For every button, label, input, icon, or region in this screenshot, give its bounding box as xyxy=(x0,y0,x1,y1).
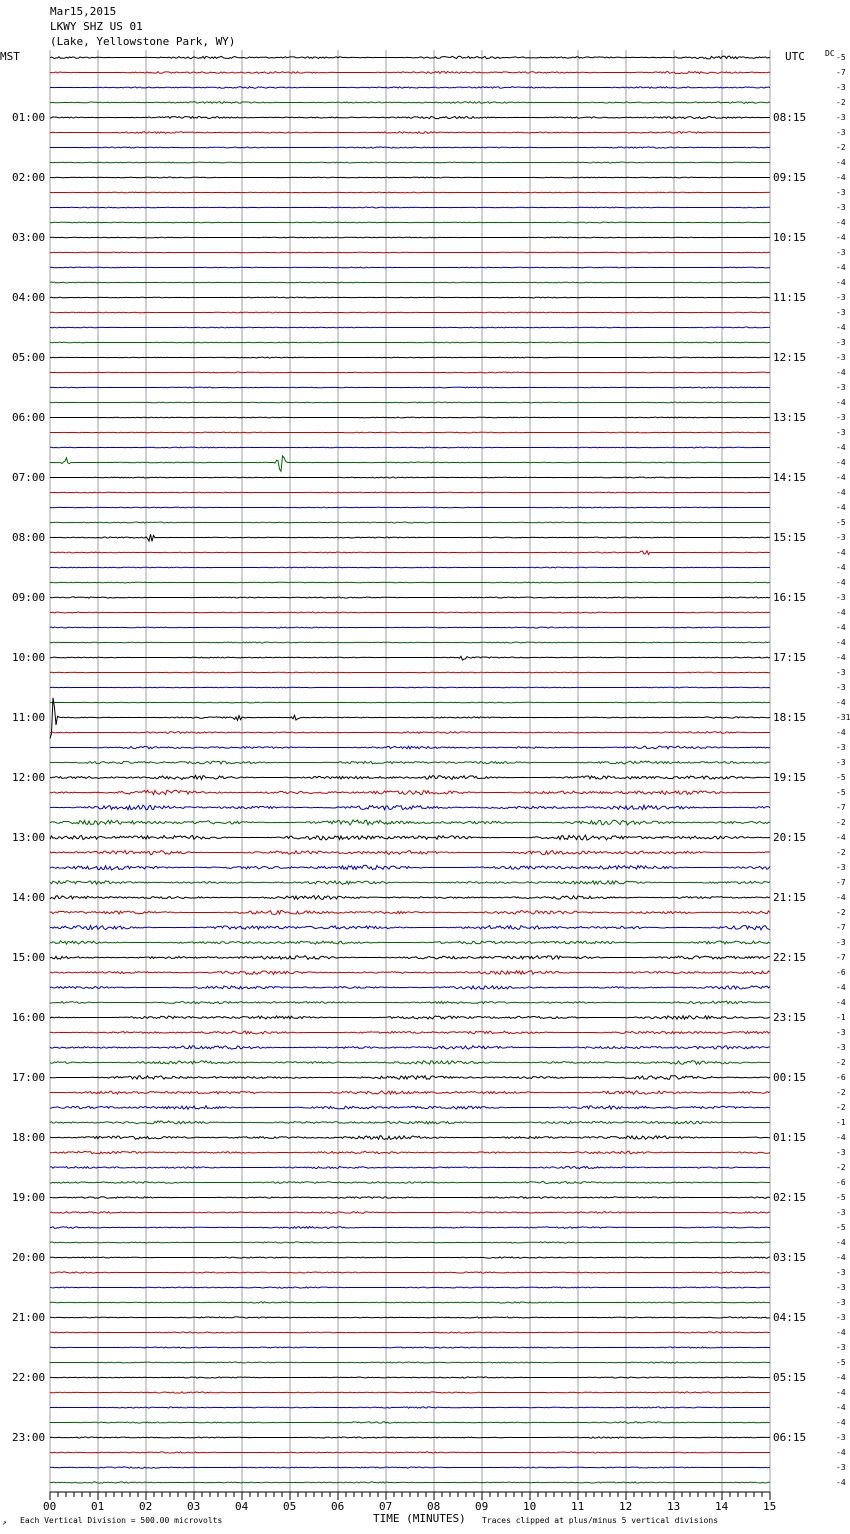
dc-offset-label: -5 xyxy=(836,1357,846,1367)
trace-line xyxy=(50,1422,770,1423)
dc-offset-label: -2 xyxy=(836,817,846,827)
dc-offset-label: -4 xyxy=(836,1372,846,1382)
trace-line xyxy=(50,522,770,523)
left-hour-label: 03:00 xyxy=(12,230,46,244)
left-hour-label: 05:00 xyxy=(12,350,46,364)
trace-line xyxy=(50,656,770,660)
trace-line xyxy=(50,1407,770,1408)
x-tick-label: 00 xyxy=(43,1500,57,1513)
trace-line xyxy=(50,627,770,628)
trace-line xyxy=(50,1046,770,1049)
trace-line xyxy=(50,56,770,59)
trace-line xyxy=(50,432,770,433)
trace-line xyxy=(50,387,770,388)
trace-line xyxy=(50,896,770,900)
left-hour-label: 20:00 xyxy=(12,1250,46,1264)
left-hour-label: 08:00 xyxy=(12,530,46,544)
trace-line xyxy=(50,746,770,749)
dc-offset-label: -3 xyxy=(836,427,846,437)
dc-offset-label: -7 xyxy=(836,67,846,77)
dc-offset-label: -4 xyxy=(836,397,846,407)
dc-offset-label: -4 xyxy=(836,172,846,182)
dc-offset-label: -3 xyxy=(836,1462,846,1472)
dc-offset-label: -7 xyxy=(836,802,846,812)
left-hour-label: 11:00 xyxy=(12,710,46,724)
trace-line xyxy=(50,177,770,178)
right-hour-label: 19:15 xyxy=(773,770,807,784)
dc-offset-label: -4 xyxy=(836,577,846,587)
left-hour-label: 22:00 xyxy=(12,1370,46,1384)
right-hour-label: 09:15 xyxy=(773,170,807,184)
dc-offset-label: -7 xyxy=(836,877,846,887)
dc-offset-label: -3 xyxy=(836,1282,846,1292)
right-hour-label: 22:15 xyxy=(773,950,807,964)
dc-offset-label: -2 xyxy=(836,1057,846,1067)
dc-offset-label: -3 xyxy=(836,862,846,872)
trace-line xyxy=(50,551,770,555)
dc-offset-label: -1 xyxy=(836,1012,846,1022)
dc-offset-label: -6 xyxy=(836,1072,846,1082)
right-hour-label: 11:15 xyxy=(773,290,807,304)
trace-line xyxy=(50,790,770,794)
dc-offset-label: -7 xyxy=(836,922,846,932)
right-hour-label: 02:15 xyxy=(773,1190,807,1204)
x-tick-label: 15 xyxy=(763,1500,777,1513)
dc-offset-label: -4 xyxy=(836,652,846,662)
dc-offset-label: -2 xyxy=(836,97,846,107)
trace-line xyxy=(50,477,770,478)
dc-offset-label: -4 xyxy=(836,892,846,902)
dc-offset-label: -4 xyxy=(836,637,846,647)
trace-line xyxy=(50,971,770,975)
trace-line xyxy=(50,672,770,673)
dc-offset-label: -4 xyxy=(836,1477,846,1487)
trace-line xyxy=(50,162,770,163)
dc-offset-label: -3 xyxy=(836,112,846,122)
dc-offset-label: -4 xyxy=(836,217,846,227)
left-hour-label: 01:00 xyxy=(12,110,46,124)
trace-line xyxy=(50,1016,770,1020)
dc-offset-label: -3 xyxy=(836,127,846,137)
right-hour-label: 15:15 xyxy=(773,530,807,544)
dc-offset-header: DC xyxy=(825,49,835,58)
left-hour-label: 18:00 xyxy=(12,1130,46,1144)
x-tick-label: 10 xyxy=(523,1500,537,1513)
dc-offset-label: -4 xyxy=(836,457,846,467)
dc-offset-label: -2 xyxy=(836,1162,846,1172)
right-hour-label: 03:15 xyxy=(773,1250,807,1264)
dc-offset-label: -2 xyxy=(836,142,846,152)
dc-offset-label: -5 xyxy=(836,1192,846,1202)
dc-offset-label: -4 xyxy=(836,157,846,167)
trace-line xyxy=(50,357,770,358)
dc-offset-label: -4 xyxy=(836,1387,846,1397)
dc-offset-label: -5 xyxy=(836,772,846,782)
right-hour-label: 05:15 xyxy=(773,1370,807,1384)
dc-offset-label: -3 xyxy=(836,1207,846,1217)
trace-line xyxy=(50,297,770,298)
dc-offset-label: -3 xyxy=(836,382,846,392)
right-hour-label: 18:15 xyxy=(773,710,807,724)
left-hour-label: 10:00 xyxy=(12,650,46,664)
trace-line xyxy=(50,1151,770,1154)
left-hour-label: 02:00 xyxy=(12,170,46,184)
trace-line xyxy=(50,1482,770,1483)
x-tick-label: 01 xyxy=(91,1500,105,1513)
dc-offset-label: -3 xyxy=(836,682,846,692)
trace-line xyxy=(50,192,770,193)
dc-offset-label: -4 xyxy=(836,727,846,737)
dc-offset-label: -4 xyxy=(836,697,846,707)
left-hour-label: 12:00 xyxy=(12,770,46,784)
x-axis-title: TIME (MINUTES) xyxy=(373,1512,466,1525)
dc-offset-label: -3 xyxy=(836,667,846,677)
dc-offset-label: -2 xyxy=(836,1087,846,1097)
trace-line xyxy=(50,87,770,89)
trace-line xyxy=(50,881,770,885)
trace-line xyxy=(50,492,770,493)
trace-line xyxy=(50,71,770,73)
trace-line xyxy=(50,702,770,703)
right-hour-label: 17:15 xyxy=(773,650,807,664)
trace-line xyxy=(50,1166,770,1168)
dc-offset-label: -4 xyxy=(836,982,846,992)
left-hour-label: 06:00 xyxy=(12,410,46,424)
left-hour-label: 17:00 xyxy=(12,1070,46,1084)
trace-line xyxy=(50,282,770,283)
x-tick-label: 08 xyxy=(427,1500,441,1513)
dc-offset-label: -3 xyxy=(836,742,846,752)
trace-line xyxy=(50,312,770,313)
x-tick-label: 09 xyxy=(475,1500,489,1513)
dc-offset-label: -4 xyxy=(836,487,846,497)
station-location: (Lake, Yellowstone Park, WY) xyxy=(50,35,236,48)
x-tick-label: 06 xyxy=(331,1500,345,1513)
trace-line xyxy=(50,1001,770,1004)
right-hour-label: 23:15 xyxy=(773,1010,807,1024)
right-hour-label: 21:15 xyxy=(773,890,807,904)
x-tick-label: 02 xyxy=(139,1500,153,1513)
trace-line xyxy=(50,775,770,779)
right-hour-label: 00:15 xyxy=(773,1070,807,1084)
dc-offset-label: -4 xyxy=(836,262,846,272)
trace-line xyxy=(50,116,770,118)
left-hour-label: 09:00 xyxy=(12,590,46,604)
dc-offset-label: -3 xyxy=(836,1432,846,1442)
dc-offset-label: -4 xyxy=(836,442,846,452)
trace-line xyxy=(50,1242,770,1243)
trace-line xyxy=(50,1272,770,1273)
right-hour-label: 01:15 xyxy=(773,1130,807,1144)
dc-offset-label: -3 xyxy=(836,247,846,257)
dc-offset-label: -3 xyxy=(836,757,846,767)
trace-line xyxy=(50,1136,770,1140)
clip-note: Traces clipped at plus/minus 5 vertical divisions xyxy=(482,1516,719,1525)
dc-offset-label: -3 xyxy=(836,202,846,212)
dc-offset-label: -2 xyxy=(836,907,846,917)
trace-line xyxy=(50,911,770,915)
dc-offset-label: -3 xyxy=(836,1342,846,1352)
trace-line xyxy=(50,1287,770,1288)
dc-offset-label: -4 xyxy=(836,502,846,512)
x-tick-label: 03 xyxy=(187,1500,201,1513)
trace-line xyxy=(50,582,770,583)
trace-line xyxy=(50,237,770,238)
left-timezone-label: MST xyxy=(0,50,20,63)
trace-line xyxy=(50,534,770,541)
left-hour-label: 04:00 xyxy=(12,290,46,304)
trace-line xyxy=(50,1031,770,1034)
dc-offset-label: -6 xyxy=(836,1177,846,1187)
left-hour-label: 13:00 xyxy=(12,830,46,844)
trace-line xyxy=(50,1347,770,1348)
x-tick-label: 07 xyxy=(379,1500,393,1513)
trace-line xyxy=(50,865,770,870)
corner-mark: ↗ xyxy=(2,1518,7,1527)
dc-offset-label: -5 xyxy=(836,787,846,797)
trace-line xyxy=(50,761,770,764)
dc-offset-label: -3 xyxy=(836,1267,846,1277)
trace-line xyxy=(50,372,770,373)
x-tick-label: 05 xyxy=(283,1500,297,1513)
dc-offset-label: -4 xyxy=(836,322,846,332)
dc-offset-label: -3 xyxy=(836,937,846,947)
trace-line xyxy=(50,805,770,810)
dc-offset-label: -4 xyxy=(836,607,846,617)
dc-offset-label: -5 xyxy=(836,517,846,527)
right-timezone-label: UTC xyxy=(785,50,805,63)
trace-line xyxy=(50,687,770,688)
dc-offset-label: -5 xyxy=(836,52,846,62)
trace-line xyxy=(50,417,770,418)
left-hour-label: 21:00 xyxy=(12,1310,46,1324)
dc-offset-label: -3 xyxy=(836,592,846,602)
trace-line xyxy=(50,402,770,403)
trace-line xyxy=(50,1197,770,1199)
trace-line xyxy=(50,1317,770,1318)
dc-offset-label: -3 xyxy=(836,1297,846,1307)
trace-line xyxy=(50,147,770,148)
dc-offset-label: -4 xyxy=(836,1327,846,1337)
dc-offset-label: -4 xyxy=(836,1447,846,1457)
dc-offset-label: -4 xyxy=(836,1132,846,1142)
dc-offset-label: -4 xyxy=(836,622,846,632)
trace-line xyxy=(50,1257,770,1258)
trace-line xyxy=(50,851,770,855)
dc-offset-label: -2 xyxy=(836,1102,846,1112)
dc-offset-label: -3 xyxy=(836,292,846,302)
left-hour-label: 19:00 xyxy=(12,1190,46,1204)
trace-line xyxy=(50,342,770,343)
dc-offset-label: -4 xyxy=(836,1402,846,1412)
dc-offset-label: -3 xyxy=(836,412,846,422)
dc-offset-label: -3 xyxy=(836,1147,846,1157)
dc-offset-label: -4 xyxy=(836,232,846,242)
trace-line xyxy=(50,252,770,253)
x-tick-label: 13 xyxy=(667,1500,681,1513)
dc-offset-label: -4 xyxy=(836,562,846,572)
trace-line xyxy=(50,1392,770,1393)
trace-line xyxy=(50,447,770,448)
right-hour-label: 16:15 xyxy=(773,590,807,604)
trace-line xyxy=(50,1332,770,1333)
dc-offset-label: -4 xyxy=(836,547,846,557)
station-code: LKWY SHZ US 01 xyxy=(50,20,143,33)
trace-line xyxy=(50,1437,770,1438)
trace-line xyxy=(50,1377,770,1378)
trace-line xyxy=(50,102,770,104)
trace-line xyxy=(50,612,770,613)
dc-offset-label: -4 xyxy=(836,997,846,1007)
trace-line xyxy=(50,820,770,825)
right-hour-label: 12:15 xyxy=(773,350,807,364)
dc-offset-label: -4 xyxy=(836,832,846,842)
trace-line xyxy=(50,1302,770,1303)
x-tick-label: 14 xyxy=(715,1500,729,1513)
trace-line xyxy=(50,941,770,944)
scale-note: Each Vertical Division = 500.00 microvolts xyxy=(20,1516,223,1525)
trace-line xyxy=(50,456,770,471)
right-hour-label: 04:15 xyxy=(773,1310,807,1324)
dc-offset-label: -5 xyxy=(836,1222,846,1232)
x-tick-label: 12 xyxy=(619,1500,633,1513)
dc-offset-label: -2 xyxy=(836,847,846,857)
x-tick-label: 04 xyxy=(235,1500,249,1513)
dc-offset-label: -6 xyxy=(836,967,846,977)
dc-offset-label: -4 xyxy=(836,472,846,482)
dc-offset-label: -3 xyxy=(836,1042,846,1052)
left-hour-label: 14:00 xyxy=(12,890,46,904)
dc-offset-label: -3 xyxy=(836,82,846,92)
trace-line xyxy=(50,1362,770,1363)
dc-offset-label: -4 xyxy=(836,367,846,377)
dc-offset-label: -7 xyxy=(836,952,846,962)
trace-line xyxy=(50,327,770,328)
trace-line xyxy=(50,1227,770,1229)
right-hour-label: 10:15 xyxy=(773,230,807,244)
trace-line xyxy=(50,1212,770,1214)
dc-offset-label: -3 xyxy=(836,1027,846,1037)
trace-line xyxy=(50,597,770,598)
left-hour-label: 16:00 xyxy=(12,1010,46,1024)
trace-line xyxy=(50,642,770,643)
right-hour-label: 20:15 xyxy=(773,830,807,844)
trace-line xyxy=(50,835,770,840)
dc-offset-label: -1 xyxy=(836,1117,846,1127)
left-hour-label: 15:00 xyxy=(12,950,46,964)
left-hour-label: 23:00 xyxy=(12,1430,46,1444)
dc-offset-label: -3 xyxy=(836,187,846,197)
dc-offset-label: -4 xyxy=(836,1237,846,1247)
trace-line xyxy=(50,926,770,930)
trace-line xyxy=(50,567,770,568)
plot-date: Mar15,2015 xyxy=(50,5,117,18)
dc-offset-label: -3 xyxy=(836,532,846,542)
dc-offset-label: -4 xyxy=(836,1417,846,1427)
trace-line xyxy=(50,732,770,734)
x-tick-label: 11 xyxy=(571,1500,585,1513)
right-hour-label: 06:15 xyxy=(773,1430,807,1444)
dc-offset-label: -3 xyxy=(836,307,846,317)
dc-offset-label: -4 xyxy=(836,1252,846,1262)
right-hour-label: 13:15 xyxy=(773,410,807,424)
left-hour-label: 07:00 xyxy=(12,470,46,484)
trace-line xyxy=(50,986,770,989)
trace-line xyxy=(50,956,770,960)
dc-offset-label: -31 xyxy=(836,712,850,722)
right-hour-label: 14:15 xyxy=(773,470,807,484)
trace-line xyxy=(50,1452,770,1453)
dc-offset-label: -4 xyxy=(836,277,846,287)
trace-line xyxy=(50,507,770,508)
trace-line xyxy=(50,267,770,268)
trace-line xyxy=(50,1091,770,1095)
trace-line xyxy=(50,1467,770,1468)
right-hour-label: 08:15 xyxy=(773,110,807,124)
trace-line xyxy=(50,1121,770,1124)
dc-offset-label: -3 xyxy=(836,352,846,362)
trace-line xyxy=(50,222,770,223)
dc-offset-label: -3 xyxy=(836,1312,846,1322)
trace-line xyxy=(50,1181,770,1183)
trace-line xyxy=(50,1061,770,1065)
trace-line xyxy=(50,132,770,134)
trace-line xyxy=(50,207,770,208)
trace-line xyxy=(50,1076,770,1080)
trace-line xyxy=(50,1106,770,1109)
dc-offset-label: -3 xyxy=(836,337,846,347)
